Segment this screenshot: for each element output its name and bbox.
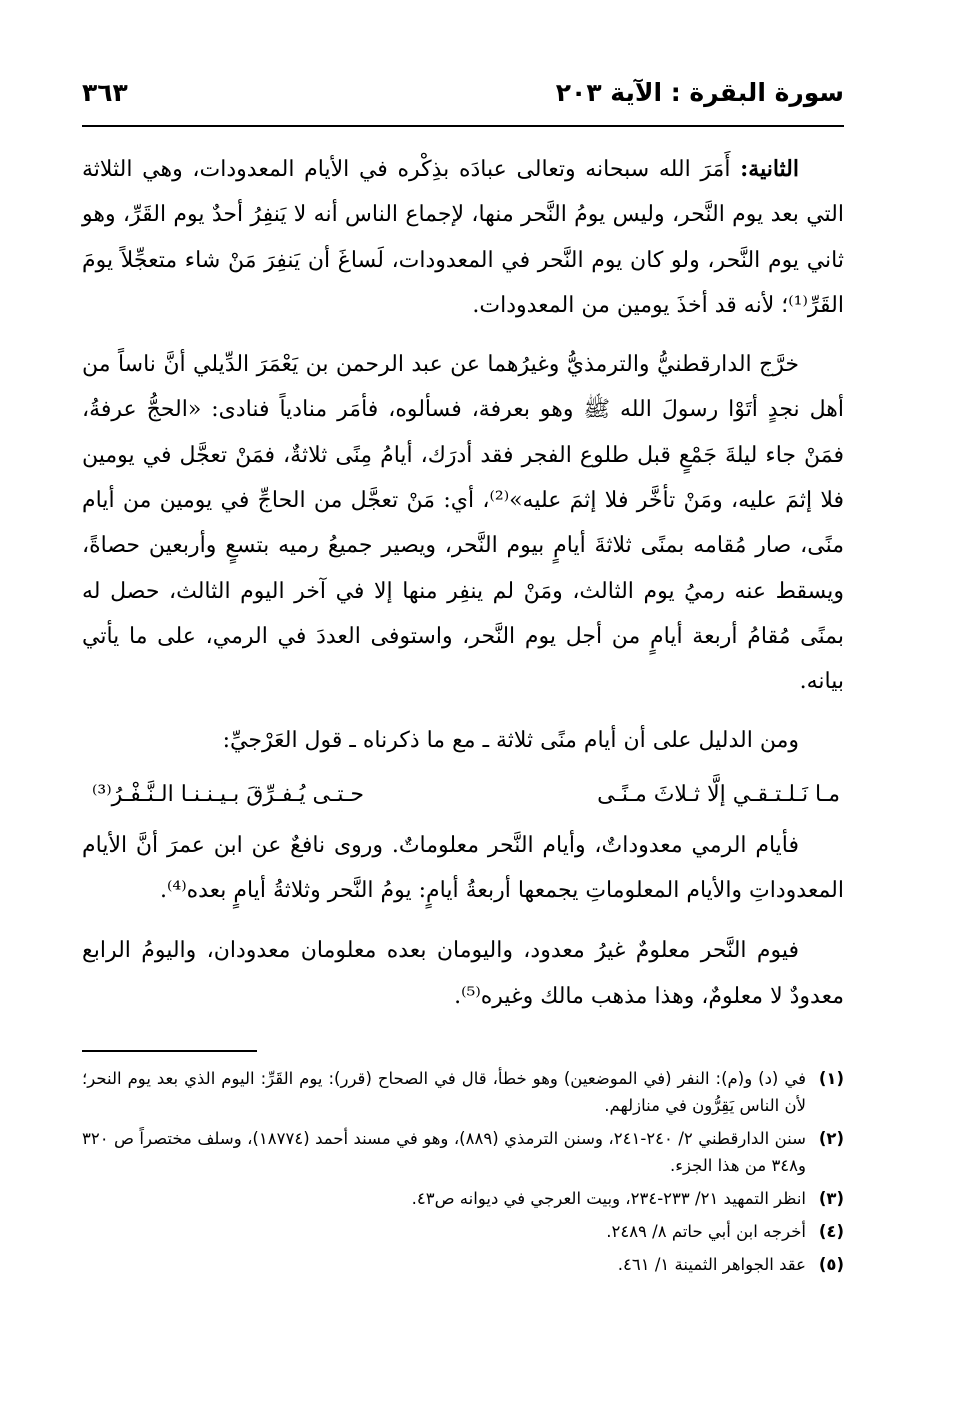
footnote-number: (١) xyxy=(818,1069,844,1088)
verse-second-hemistich: حـتـى يُـفـرِّقَ بـيـنـنـا الـنَّـفْـرُ⁽³⁾ xyxy=(92,781,365,807)
running-title: سورة البقرة : الآية ٢٠٣ xyxy=(555,78,844,107)
footnote-text: سنن الدارقطني ٢/ ٢٤٠-٢٤١، وسنن الترمذي (٨٨٩)، وهو في مسند أحمد (١٨٧٧٤)، وسلف مختصراً ص ٣٢٠ و٣٤٨ من هذا الجزء. xyxy=(82,1129,806,1175)
paragraph-evidence: ومن الدليل على أن أيام منًى ثلاثة ـ مع ما ذكرناه ـ قول العَرْجيِّ: xyxy=(222,727,799,753)
page-number: ٣٦٣ xyxy=(82,78,128,107)
footnote-text: عقد الجواهر الثمينة ١/ ٤٦١. xyxy=(617,1255,806,1274)
footnote-number: (٣) xyxy=(818,1189,844,1208)
footnote-text: انظر التمهيد ٢١/ ٢٣٣-٢٣٤، وبيت العرجي في ديوانه ص٤٣. xyxy=(411,1189,806,1208)
footnote xyxy=(82,1251,844,1278)
paragraph-conclusion: فيوم النَّحر معلومٌ غيرُ معدود، واليومان بعده معلومان معدودان، واليومُ الرابع معدودٌ لا معلومٌ، وهذا مذهب مالك وغيره⁽⁵⁾. xyxy=(82,938,844,1009)
paragraph-days: فأيام الرمي معدوداتٌ، وأيام النَّحر معلوماتٌ. وروى نافعٌ عن ابن عمرَ أنَّ الأيام المعدوداتِ والأيام المعلوماتِ يجمعها أربعةُ أيامٍ: يومُ النَّحر وثلاثةُ أيامٍ بعده⁽⁴⁾. xyxy=(82,832,844,904)
footnote-number: (٤) xyxy=(818,1222,844,1241)
footnote xyxy=(82,1065,844,1119)
paragraph-second-point xyxy=(82,147,844,328)
footnote-text: أخرجه ابن أبي حاتم ٨/ ٢٤٨٩. xyxy=(606,1222,806,1241)
header-rule xyxy=(82,125,844,127)
footnote-text: في (د) و(م): النفر (في الموضعين) وهو خطأ، قال في الصحاح (قرر): يوم القَرِّ: اليوم الذي بعد يوم النحر؛ لأن الناس يَقِرُّون في منازلهم. xyxy=(82,1069,806,1115)
paragraph-text: أَمَرَ الله سبحانه وتعالى عبادَه بذِكْره في الأيام المعدودات، وهي الثلاثة التي بعد يوم النَّحر، وليس يومُ النَّحر منها، لإجماع الناس أنه لا يَنفِرُ أحدٌ يوم القَرِّ، وهو ثاني يوم النَّحر، ولو كان يوم النَّحر في المعدودات، لَساغَ أن يَنفِرَ مَنْ شاء متعجِّلاً يومَ القَرِّ⁽¹⁾؛ لأنه قد أخذَ يومين من المعدودات. xyxy=(82,157,845,318)
poetry-verse xyxy=(82,771,844,819)
paragraph-hadith: خرَّج الدارقطنيُّ والترمذيُّ وغيرُهما عن عبد الرحمن بن يَعْمَرَ الدِّيلي أنَّ ناساً من أهل نجدٍ أتَوْا رسولَ الله ﷺ وهو بعرفة، فسألوه، فأمَر منادياً فنادى: «الحجُّ عرفةُ، فمَنْ جاء ليلةَ جَمْعٍ قبل طلوع الفجر فقد أدرَك، أيامُ مِنًى ثلاثةٌ، فمَنْ تعجَّل في يومين فلا إثمَ عليه، ومَنْ تأخَّر فلا إثمَ عليه»⁽²⁾، أي: مَنْ تعجَّل من الحاجِّ في يومين من أيام منًى، صار مُقامه بمنًى ثلاثةَ أيامٍ بيوم النَّحر، ويصير جميعُ رميه بتسعٍ وأربعين حصاةً، ويسقط عنه رميُ يوم الثالث، ومَنْ لم ينفِر منها إلا في آخر اليوم الثالث، حصل له بمنًى مُقامُ أربعة أيامٍ من أجل يوم النَّحر، واستوفى العددَ في الرمي، على ما يأتي بيانه. xyxy=(82,352,844,695)
footnote-number: (٢) xyxy=(818,1129,844,1148)
main-text xyxy=(82,140,844,1019)
footnote xyxy=(82,1185,844,1212)
footnote xyxy=(82,1218,844,1245)
footnote-number: (٥) xyxy=(818,1255,844,1274)
page-header xyxy=(82,72,844,116)
footnote-rule xyxy=(82,1050,257,1052)
paragraph-lead: الثانية: xyxy=(740,156,799,182)
footnote xyxy=(82,1125,844,1179)
verse-first-hemistich: مـا نَـلـتـقـي إلَّا ثـلاثَ مـنًـى xyxy=(597,781,840,807)
footnotes xyxy=(82,1065,844,1284)
